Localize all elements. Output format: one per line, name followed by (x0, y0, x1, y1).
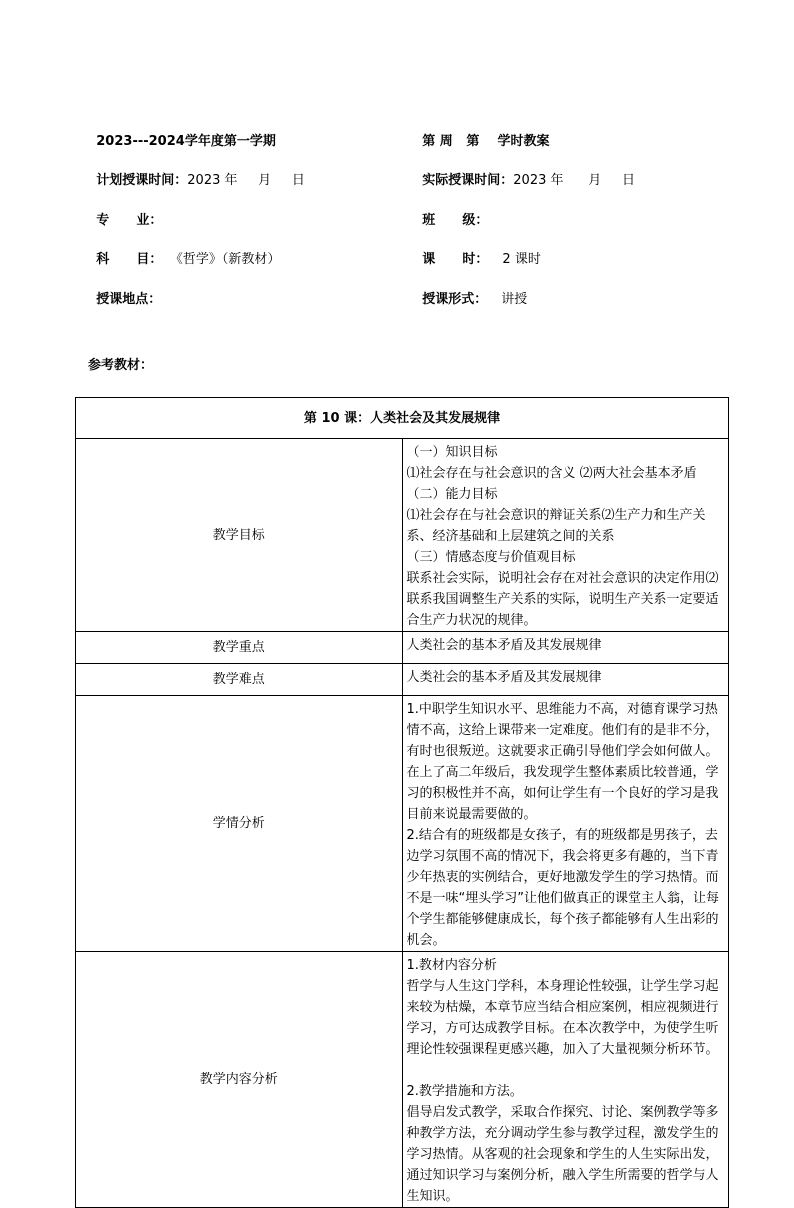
subject-value: 《哲学》（新教材） (176, 252, 281, 267)
content-paragraph: 2.结合有的班级都是女孩子，有的班级都是男孩子，去边学习氛围不高的情况下，我会将更多有趣的，当下青少年热衷的实例结合，更好地激发学生的学习热情。而不是一味“埋头学习”让他们做真正的课堂主人翁，让每个学生都能够健康成长，每个孩子都能够有人生出彩的机会。 (406, 828, 719, 948)
actual-time-value: 2023 年 月 日 (513, 173, 635, 188)
actual-time-label: 实际授课时间： (422, 173, 514, 188)
planned-time-label: 计划授课时间： (96, 173, 188, 188)
row-label-key-points: 教学重点 (76, 632, 403, 664)
row-content-difficulties (402, 664, 729, 696)
major-row (88, 194, 162, 230)
table-row (76, 952, 729, 1208)
subject-label: 科 目： (96, 252, 163, 267)
planned-time-row (88, 154, 305, 190)
reference-label: 参考教材： (88, 358, 154, 373)
subject-row (88, 233, 280, 269)
location-label: 授课地点： (96, 292, 162, 307)
content-line: 人类社会的基本矛盾及其发展规律 (406, 638, 602, 653)
location-row (88, 273, 161, 309)
class-row (414, 194, 488, 230)
week-heading (414, 115, 549, 151)
table-title-row (76, 398, 729, 439)
lesson-title: 第 10 课：人类社会及其发展规律 (76, 398, 729, 439)
planned-time-value: 2023 年 月 日 (187, 173, 305, 188)
table-row (76, 696, 729, 952)
table-row (76, 632, 729, 664)
major-label: 专 业： (96, 213, 163, 228)
table-row (76, 664, 729, 696)
term-heading (88, 115, 276, 151)
form-value: 讲授 (501, 292, 528, 307)
content-line: （二）能力目标 (406, 487, 498, 502)
lesson-plan-table (75, 397, 729, 1208)
content-line: 联系社会实际，说明社会存在对社会意识的决定作用⑵联系我国调整生产关系的实际，说明生产关系一定要适合生产力状况的规律。 (406, 571, 719, 628)
week-text: 第 周 第 学时教案 (422, 134, 550, 149)
content-line: ⑴社会存在与社会意识的含义 ⑵两大社会基本矛盾 (406, 466, 697, 481)
row-content-objectives (402, 439, 729, 632)
term-text: 2023---2024学年度第一学期 (96, 134, 276, 149)
row-content-learner-analysis (402, 696, 729, 952)
actual-time-row (414, 154, 635, 190)
blank-line (407, 1060, 725, 1081)
row-content-key-points (402, 632, 729, 664)
row-label-learner-analysis: 学情分析 (76, 696, 403, 952)
content-line: 1.教材内容分析 (406, 958, 497, 973)
content-line: （一）知识目标 (406, 445, 498, 460)
content-paragraph: 1.中职学生知识水平、思维能力不高，对德育课学习热情不高，这给上课带来一定难度。他们有的是非不分，有时也很叛逆。这就要求正确引导他们学会如何做人。在上了高二年级后，我发现学生整体素质比较普通，学习的积极性并不高，如何让学生有一个良好的学习是我目前来说最需要做的。 (406, 702, 719, 822)
row-label-objectives: 教学目标 (76, 439, 403, 632)
class-label: 班 级： (422, 213, 489, 228)
hours-label: 课 时： (422, 252, 489, 267)
content-line: （三）情感态度与价值观目标 (406, 550, 576, 565)
content-paragraph: 倡导启发式教学，采取合作探究、讨论、案例教学等多种教学方法，充分调动学生参与教学过程，激发学生的学习热情。从客观的社会现象和学生的人生实际出发，通过知识学习与案例分析，融入学生所需要的哲学与人生知识。 (406, 1105, 719, 1204)
row-label-content-analysis: 教学内容分析 (76, 952, 403, 1208)
content-line: 人类社会的基本矛盾及其发展规律 (406, 670, 602, 685)
content-line: ⑴社会存在与社会意识的辩证关系⑵生产力和生产关系、经济基础和上层建筑之间的关系 (406, 508, 706, 544)
hours-value: 2 课时 (502, 252, 541, 267)
form-row (414, 273, 527, 309)
content-line: 2.教学措施和方法。 (406, 1084, 523, 1099)
row-content-content-analysis (402, 952, 729, 1208)
row-label-difficulties: 教学难点 (76, 664, 403, 696)
hours-row (414, 233, 541, 269)
form-label: 授课形式： (422, 292, 488, 307)
table-row (76, 439, 729, 632)
content-paragraph: 哲学与人生这门学科，本身理论性较强，让学生学习起来较为枯燥，本章节应当结合相应案例，相应视频进行学习，方可达成教学目标。在本次教学中，为使学生听理论性较强课程更感兴趣，加入了大量视频分析环节。 (406, 979, 719, 1057)
